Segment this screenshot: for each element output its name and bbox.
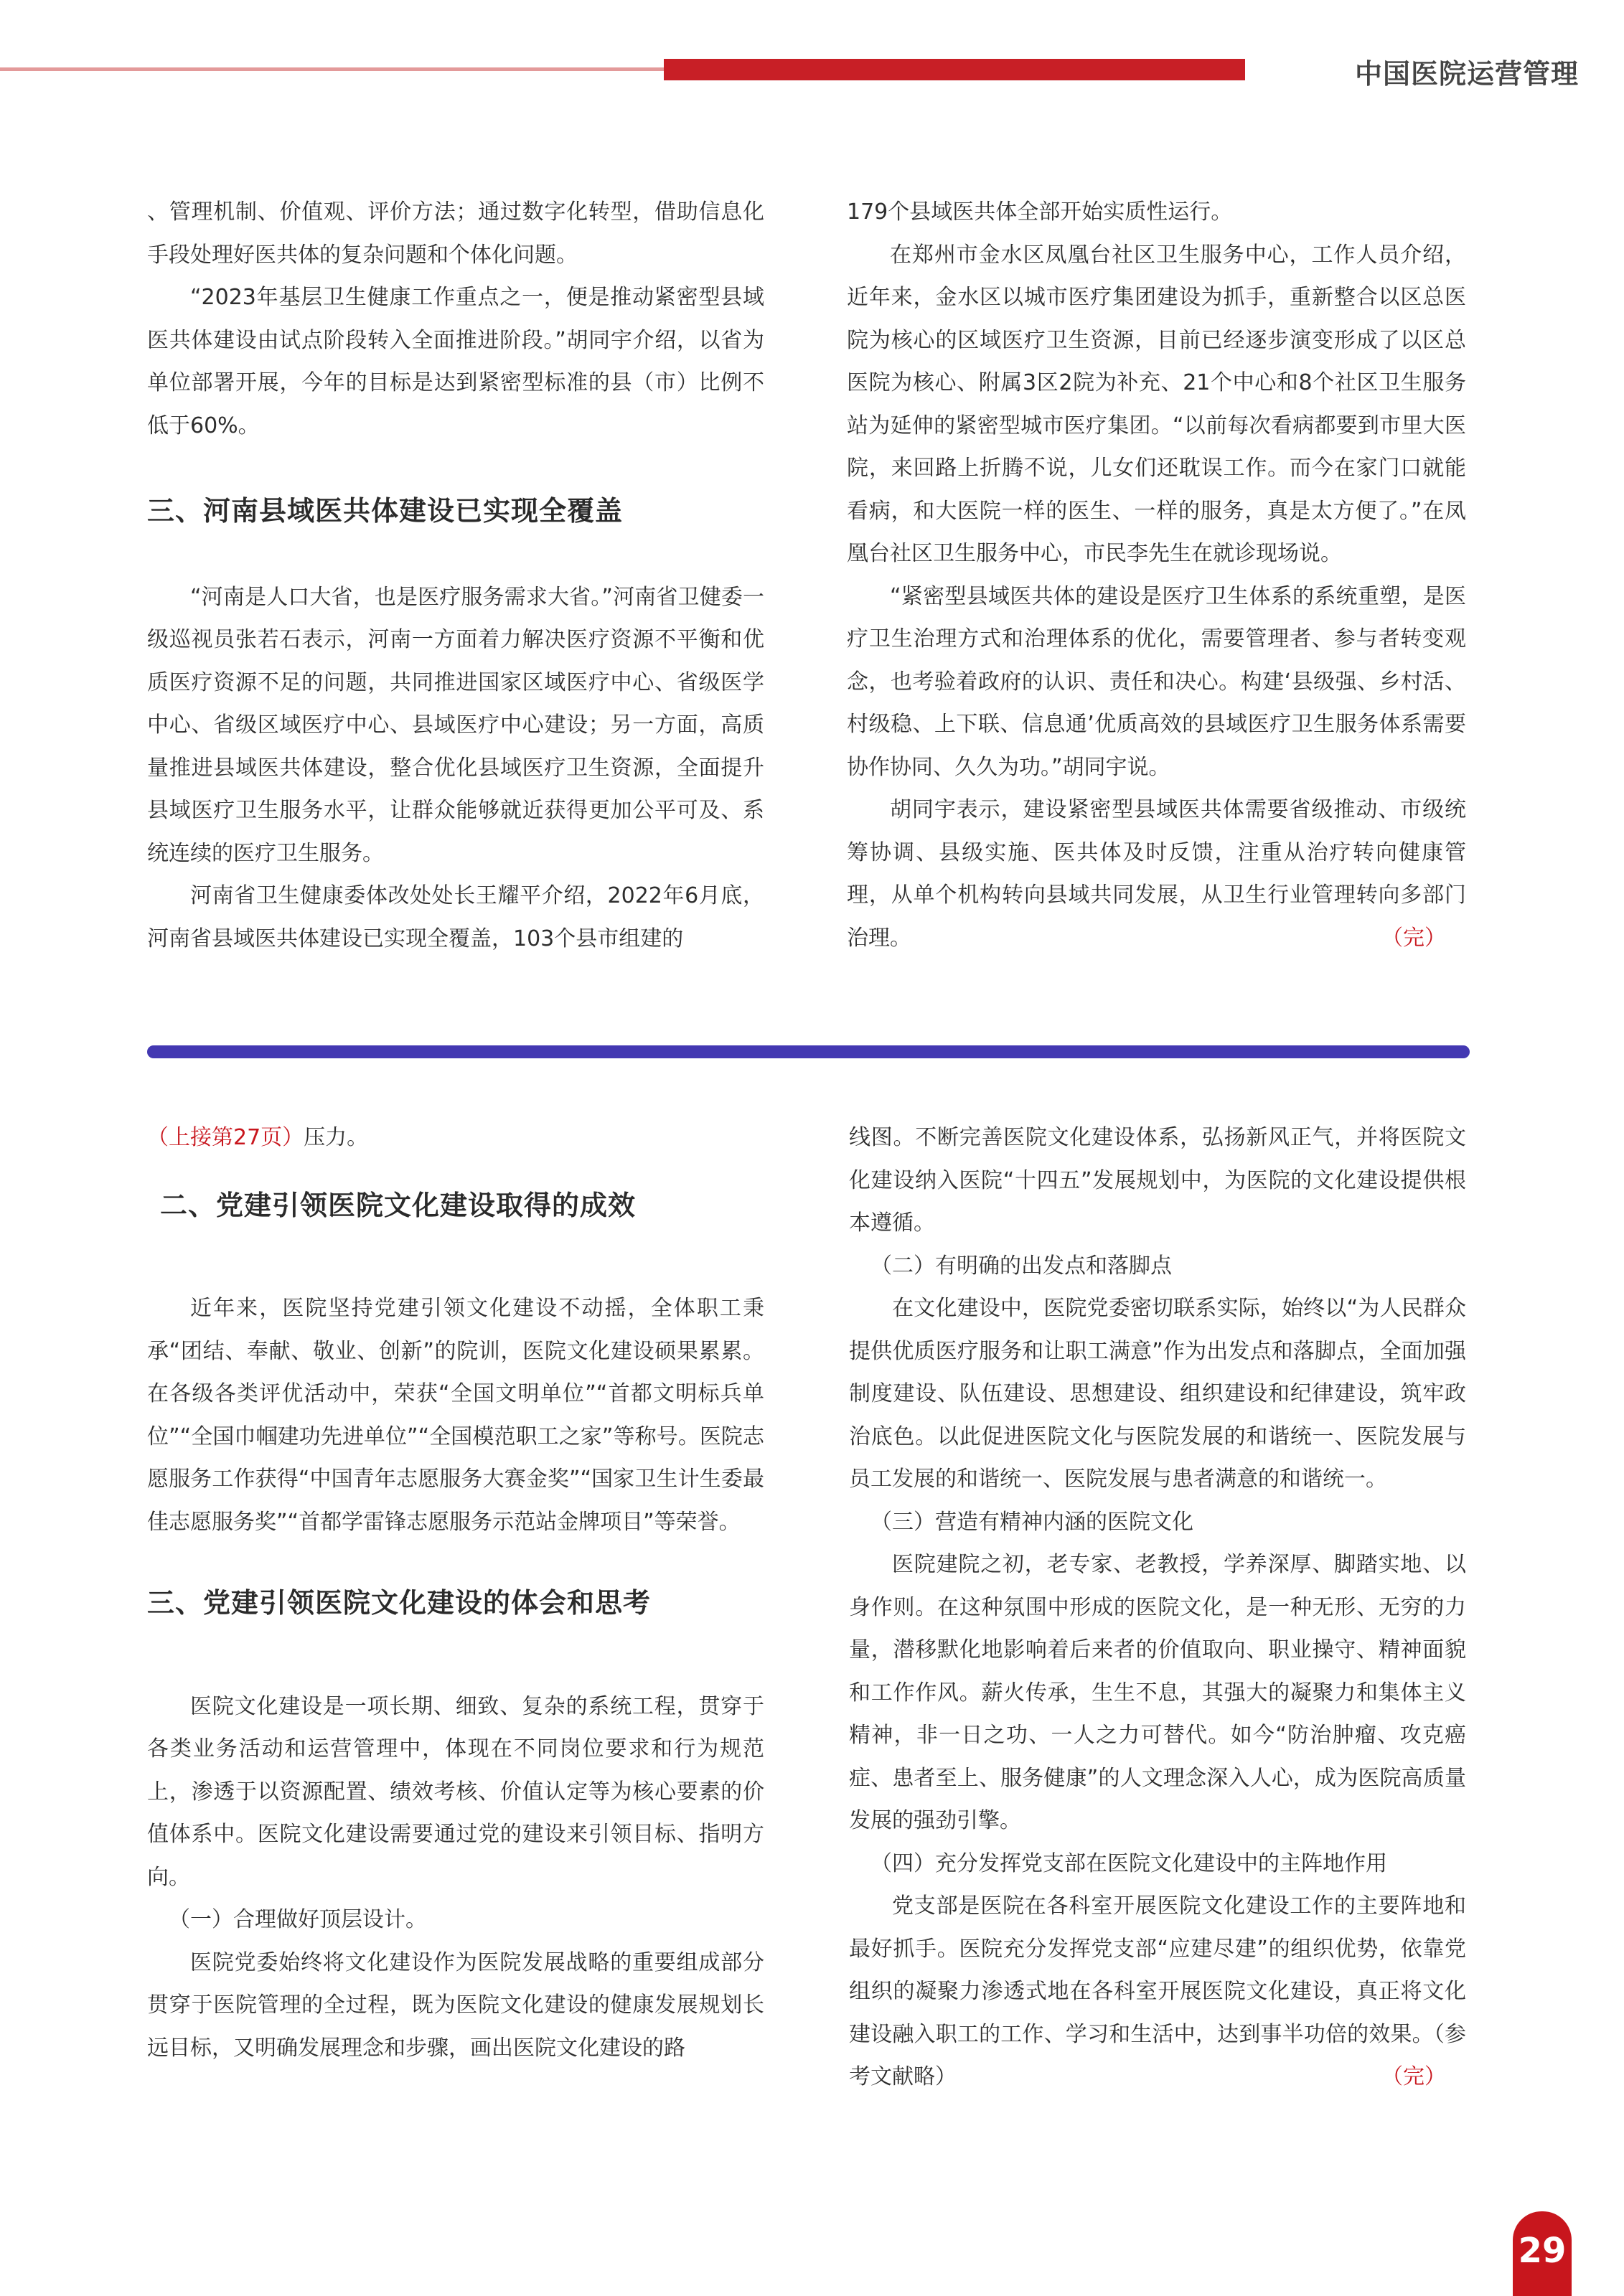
paragraph — [847, 789, 1466, 959]
end-mark: （完） — [1381, 2064, 1446, 2089]
section-heading: 三、党建引领医院文化建设的体会和思考 — [147, 1587, 652, 1619]
paragraph: 在文化建设中，医院党委密切联系实际，始终以“为人民群众提供优质医疗服务和让职工满意”作为出发点和落脚点，全面加强制度建设、队伍建设、思想建设、组织建设和纪律建设，筑牢政治底色。以此促进医院文化与医院发展的和谐统一、医院发展与员工发展的和谐统一、医院发展与患者满意的和谐统一。 — [849, 1296, 1466, 1492]
header-thin-rule — [0, 67, 664, 71]
paragraph: 近年来，医院坚持党建引领文化建设不动摇，全体职工秉承“团结、奉献、敬业、创新”的院训，医院文化建设硕果累累。在各级各类评优活动中，荣获“全国文明单位”“首都文明标兵单位”“全国巾帼建功先进单位”“全国模范职工之家”等称号。医院志愿服务工作获得“中国青年志愿服务大赛金奖”“国家卫生计生委最佳志愿服务奖”“首都学雷锋志愿服务示范站金牌项目”等荣誉。 — [147, 1296, 764, 1535]
paragraph: 医院建院之初，老专家、老教授，学养深厚、脚踏实地、以身作则。在这种氛围中形成的医院文化，是一种无形、无穷的力量，潜移默化地影响着后来者的价值取向、职业操守、精神面貌和工作作风。薪火传承，生生不息，其强大的凝聚力和集体主义精神，非一日之功、一人之力可替代。如今“防治肿瘤、攻克癌症、患者至上、服务健康”的人文理念深入人心，成为医院高质量发展的强劲引擎。 — [849, 1552, 1466, 1833]
section-divider — [147, 1045, 1470, 1058]
paragraph-text: 党支部是医院在各科室开展医院文化建设工作的主要阵地和最好抓手。医院充分发挥党支部“应建尽建”的组织优势，依靠党组织的凝聚力渗透式地在各科室开展医院文化建设，真正将文化建设融入职工的工作、学习和生活中，达到事半功倍的效果。（参考文献略） — [849, 1893, 1466, 2089]
paragraph: “紧密型县域医共体的建设是医疗卫生体系的系统重塑，是医疗卫生治理方式和治理体系的优化，需要管理者、参与者转变观念，也考验着政府的认识、责任和决心。构建‘县级强、乡村活、村级稳、上下联、信息通’优质高效的县域医疗卫生服务体系需要协作协同、久久为功。”胡同宇说。 — [847, 583, 1466, 780]
paragraph: 在郑州市金水区凤凰台社区卫生服务中心，工作人员介绍，近年来，金水区以城市医疗集团建设为抓手，重新整合以区总医院为核心的区域医疗卫生资源，目前已经逐步演变形成了以区总医院为核心、附属3区2院为补充、21个中心和8个社区卫生服务站为延伸的紧密型城市医疗集团。“以前每次看病都要到市里大医院，来回路上折腾不说，儿女们还耽误工作。而今在家门口就能看病，和大医院一样的医生、一样的服务，真是太方便了。”在凤凰台社区卫生服务中心，市民李先生在就诊现场说。 — [847, 242, 1466, 566]
paragraph-text: 胡同宇表示，建设紧密型县域医共体需要省级推动、市级统筹协调、县级实施、医共体及时反馈，注重从治疗转向健康管理，从单个机构转向县域共同发展，从卫生行业管理转向多部门治理。 — [847, 797, 1466, 951]
paragraph — [147, 1116, 764, 1159]
paragraph: “河南是人口大省，也是医疗服务需求大省。”河南省卫健委一级巡视员张若石表示，河南一方面着力解决医疗资源不平衡和优质医疗资源不足的问题，共同推进国家区域医疗中心、省级医学中心、省级区域医疗中心、县域医疗中心建设；另一方面，高质量推进县域医共体建设，整合优化县域医疗卫生资源，全面提升县域医疗卫生服务水平，让群众能够就近获得更加公平可及、系统连续的医疗卫生服务。 — [147, 584, 764, 866]
page-number: 29 — [1513, 2211, 1572, 2296]
subheading: （三）营造有精神内涵的医院文化 — [870, 1509, 1193, 1535]
subheading: （一）合理做好顶层设计。 — [169, 1907, 427, 1932]
header-red-bar — [664, 59, 1245, 80]
subheading: （二）有明确的出发点和落脚点 — [870, 1253, 1172, 1279]
paragraph: 河南省卫生健康委体改处处长王耀平介绍，2022年6月底，河南省县域医共体建设已实现全覆盖，103个县市组建的 — [147, 883, 764, 951]
paragraph: 、管理机制、价值观、评价方法；通过数字化转型，借助信息化手段处理好医共体的复杂问题和个体化问题。 — [147, 199, 764, 268]
continued-from-label: （上接第27页） — [147, 1125, 304, 1150]
journal-title: 中国医院运营管理 — [1354, 58, 1579, 90]
lower-left-column — [147, 1116, 764, 2069]
paragraph: 线图。不断完善医院文化建设体系，弘扬新风正气，并将医院文化建设纳入医院“十四五”发展规划中，为医院的文化建设提供根本遵循。 — [849, 1125, 1466, 1236]
paragraph: 医院文化建设是一项长期、细致、复杂的系统工程，贯穿于各类业务活动和运营管理中，体现在不同岗位要求和行为规范上，渗透于以资源配置、绩效考核、价值认定等为核心要素的价值体系中。医院文化建设需要通过党的建设来引领目标、指明方向。 — [147, 1693, 764, 1890]
lower-right-column — [849, 1116, 1466, 2099]
paragraph — [849, 1885, 1466, 2099]
paragraph: “2023年基层卫生健康工作重点之一，便是推动紧密型县域医共体建设由试点阶段转入全面推进阶段。”胡同宇介绍，以省为单位部署开展，今年的目标是达到紧密型标准的县（市）比例不低于60%。 — [147, 285, 764, 438]
paragraph: 医院党委始终将文化建设作为医院发展战略的重要组成部分贯穿于医院管理的全过程，既为医院文化建设的健康发展规划长远目标，又明确发展理念和步骤，画出医院文化建设的路 — [147, 1949, 764, 2061]
section-heading: 三、河南县域医共体建设已实现全覆盖 — [147, 495, 624, 527]
upper-left-column — [147, 191, 764, 960]
upper-right-column — [847, 191, 1466, 959]
subheading: （四）充分发挥党支部在医院文化建设中的主阵地作用 — [870, 1850, 1387, 1876]
paragraph: 179个县域医共体全部开始实质性运行。 — [847, 199, 1233, 225]
paragraph-text: 压力。 — [304, 1125, 369, 1150]
end-mark: （完） — [1381, 925, 1446, 951]
section-heading: 二、党建引领医院文化建设取得的成效 — [160, 1189, 637, 1221]
